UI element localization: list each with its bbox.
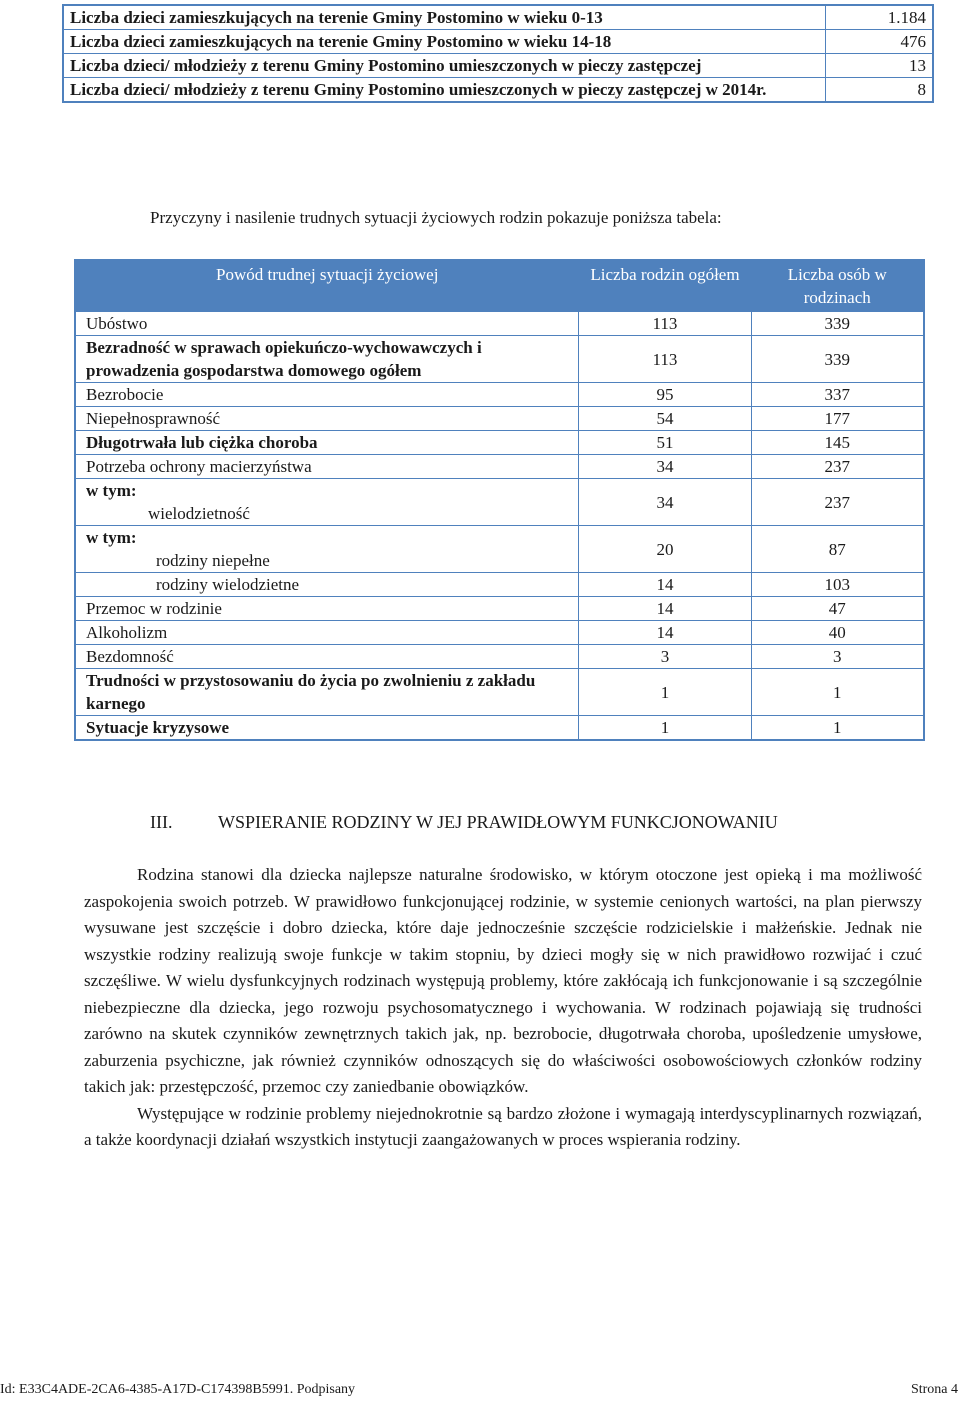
row-families: 95 <box>579 383 751 407</box>
row-label: Ubóstwo <box>75 312 579 336</box>
page-number: Strona 4 <box>910 1382 958 1397</box>
row-persons: 237 <box>751 479 924 526</box>
row-label: Liczba dzieci/ młodzieży z terenu Gminy Postomino umieszczonych w pieczy zastępczej w 2014r. <box>63 78 826 103</box>
table-row <box>63 54 933 78</box>
row-persons: 3 <box>751 645 924 669</box>
row-persons: 87 <box>751 526 924 573</box>
body-text <box>84 862 922 1154</box>
row-families: 14 <box>579 597 751 621</box>
row-label: Długotrwała lub ciężka choroba <box>75 431 579 455</box>
row-value: 8 <box>826 78 934 103</box>
row-families: 34 <box>579 455 751 479</box>
row-label: w tym: <box>86 528 137 547</box>
row-families: 3 <box>579 645 751 669</box>
row-sublabel: rodziny niepełne <box>156 551 270 570</box>
row-families: 113 <box>579 336 751 383</box>
row-sublabel: wielodzietność <box>148 504 250 523</box>
row-label: Bezradność w sprawach opiekuńczo-wychowawczych i prowadzenia gospodarstwa domowego ogółem <box>75 336 579 383</box>
row-label: Trudności w przystosowaniu do życia po zwolnieniu z zakładu karnego <box>75 669 579 716</box>
table-row <box>75 669 924 716</box>
row-label: Bezrobocie <box>75 383 579 407</box>
row-families: 14 <box>579 621 751 645</box>
table-row <box>63 30 933 54</box>
row-value: 476 <box>826 30 934 54</box>
table-row <box>75 336 924 383</box>
row-label: Sytuacje kryzysowe <box>75 716 579 741</box>
row-value: 13 <box>826 54 934 78</box>
table-row <box>75 312 924 336</box>
row-label-group <box>75 573 579 597</box>
row-families: 20 <box>579 526 751 573</box>
row-value: 1.184 <box>826 5 934 30</box>
row-families: 14 <box>579 573 751 597</box>
family-difficulties-table <box>74 259 925 741</box>
row-label: Liczba dzieci zamieszkujących na terenie Gminy Postomino w wieku 0-13 <box>63 5 826 30</box>
row-families: 1 <box>579 669 751 716</box>
row-persons: 103 <box>751 573 924 597</box>
document-id: Id: E33C4ADE-2CA6-4385-A17D-C174398B5991. Podpisany <box>0 1382 356 1397</box>
table-row <box>75 621 924 645</box>
row-persons: 337 <box>751 383 924 407</box>
header-persons: Liczba osób w rodzinach <box>751 260 924 312</box>
table-row <box>75 526 924 573</box>
table-row <box>75 455 924 479</box>
row-families: 34 <box>579 479 751 526</box>
row-label: Liczba dzieci zamieszkujących na terenie Gminy Postomino w wieku 14-18 <box>63 30 826 54</box>
row-persons: 40 <box>751 621 924 645</box>
row-label: Bezdomność <box>75 645 579 669</box>
row-persons: 145 <box>751 431 924 455</box>
paragraph: Występujące w rodzinie problemy niejednokrotnie są bardzo złożone i wymagają interdyscyplinarnych rozwiązań, a także koordynacji działań wszystkich instytucji zaangażowanych w proces wspierania rodziny. <box>84 1103 922 1149</box>
row-label: Potrzeba ochrony macierzyństwa <box>75 455 579 479</box>
table-row <box>75 431 924 455</box>
row-label: rodziny wielodzietne <box>156 575 300 594</box>
row-persons: 47 <box>751 597 924 621</box>
row-label: Alkoholizm <box>75 621 579 645</box>
children-stats-table <box>62 4 934 103</box>
paragraph: Rodzina stanowi dla dziecka najlepsze naturalne środowisko, w którym otoczone jest opieką i ma możliwość zaspokojenia swoich potrzeb. W prawidłowo funkcjonującej rodzinie, w systemie cenionych wartości, na plan pierwszy wysuwane jest szczęście i dobro dziecka, które daje jednocześnie szczęście rodzicielskie i małżeńskie. Jednak nie wszystkie rodziny realizują swoje funkcje w takim stopniu, by dzieci mogły się w nich prawidłowo rozwijać i czuć szczęśliwe. W wielu dysfunkcyjnych rodzinach występują problemy, które zakłócają ich funkcjonowanie i są szczególnie niebezpieczne dla dziecka, jego rozwoju psychosomatycznego i wychowania. W rodzinach pojawiają się trudności zarówno na skutek czynników zewnętrznych takich jak, np. bezrobocie, długotrwała choroba, upośledzenie umysłowe, zaburzenia psychiczne, jak również czynników odnoszących się do właściwości osobowościowych członków rodziny takich jak: przestępczość, przemoc czy zaniedbanie obowiązków. <box>84 865 922 1096</box>
section-number: III. <box>150 812 173 832</box>
table-row <box>75 716 924 741</box>
row-persons: 1 <box>751 716 924 741</box>
table-intro-text: Przyczyny i nasilenie trudnych sytuacji życiowych rodzin pokazuje poniższa tabela: <box>150 208 722 227</box>
header-reason: Powód trudnej sytuacji życiowej <box>75 260 579 312</box>
row-label: w tym: <box>86 481 137 500</box>
section-title: WSPIERANIE RODZINY W JEJ PRAWIDŁOWYM FUNKCJONOWANIU <box>218 812 778 832</box>
header-families: Liczba rodzin ogółem <box>579 260 751 312</box>
row-persons: 237 <box>751 455 924 479</box>
table-row <box>75 573 924 597</box>
row-persons: 177 <box>751 407 924 431</box>
row-families: 54 <box>579 407 751 431</box>
row-label: Niepełnosprawność <box>75 407 579 431</box>
row-label-group <box>75 479 579 526</box>
table-row <box>75 597 924 621</box>
table-row <box>63 78 933 103</box>
row-families: 51 <box>579 431 751 455</box>
row-label: Liczba dzieci/ młodzieży z terenu Gminy Postomino umieszczonych w pieczy zastępczej <box>63 54 826 78</box>
table-row <box>75 645 924 669</box>
row-label-group <box>75 526 579 573</box>
row-persons: 339 <box>751 336 924 383</box>
table-row <box>75 383 924 407</box>
row-families: 1 <box>579 716 751 741</box>
row-persons: 1 <box>751 669 924 716</box>
table-row <box>75 407 924 431</box>
row-families: 113 <box>579 312 751 336</box>
table-header-row <box>75 260 924 312</box>
row-persons: 339 <box>751 312 924 336</box>
table-row <box>63 5 933 30</box>
row-label: Przemoc w rodzinie <box>75 597 579 621</box>
table-row <box>75 479 924 526</box>
